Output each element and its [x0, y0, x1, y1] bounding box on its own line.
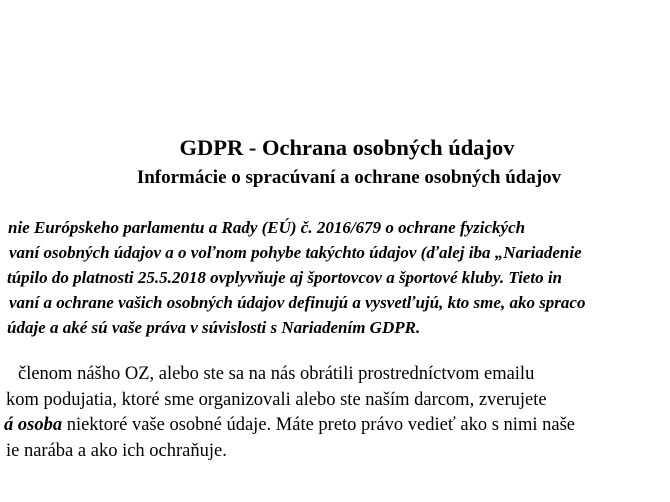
intro-line: túpilo do platnosti 25.5.2018 ovplyvňuje aj športovcov a športové kluby. Tieto in [7, 268, 562, 287]
intro-line: údaje a aké sú vaše práva v súvislosti s Nariadením GDPR. [7, 318, 421, 337]
body-emphasis: á osoba [4, 415, 63, 435]
document-subtitle: Informácie o spracúvaní a ochrane osobných údajov [136, 167, 562, 188]
intro-line: vaní a ochrane vašich osobných údajov definujú a vysvetľujú, kto sme, ako spraco [9, 293, 586, 312]
intro-line: nie Európskeho parlamentu a Rady (EÚ) č. 2016/679 o ochrane fyzických [8, 218, 526, 237]
body-line: ie narába a ako ich ochraňuje. [6, 440, 227, 461]
body-paragraph [0, 362, 670, 464]
body-line-rest: niektoré vaše osobné údaje. Máte preto právo vedieť ako s nimi naše [62, 415, 575, 435]
body-line: členom nášho OZ, alebo ste sa na nás obrátili prostredníctvom emailu [18, 364, 535, 384]
intro-paragraph [0, 215, 670, 340]
body-line: kom podujatia, ktoré sme organizovali alebo ste naším darcom, zverujete [6, 389, 547, 410]
body-line [0, 413, 670, 439]
intro-line: vaní osobných údajov a o voľnom pohybe takýchto údajov (ďalej iba „Nariadenie [9, 243, 582, 262]
document-title: GDPR - Ochrana osobných údajov [179, 135, 515, 160]
